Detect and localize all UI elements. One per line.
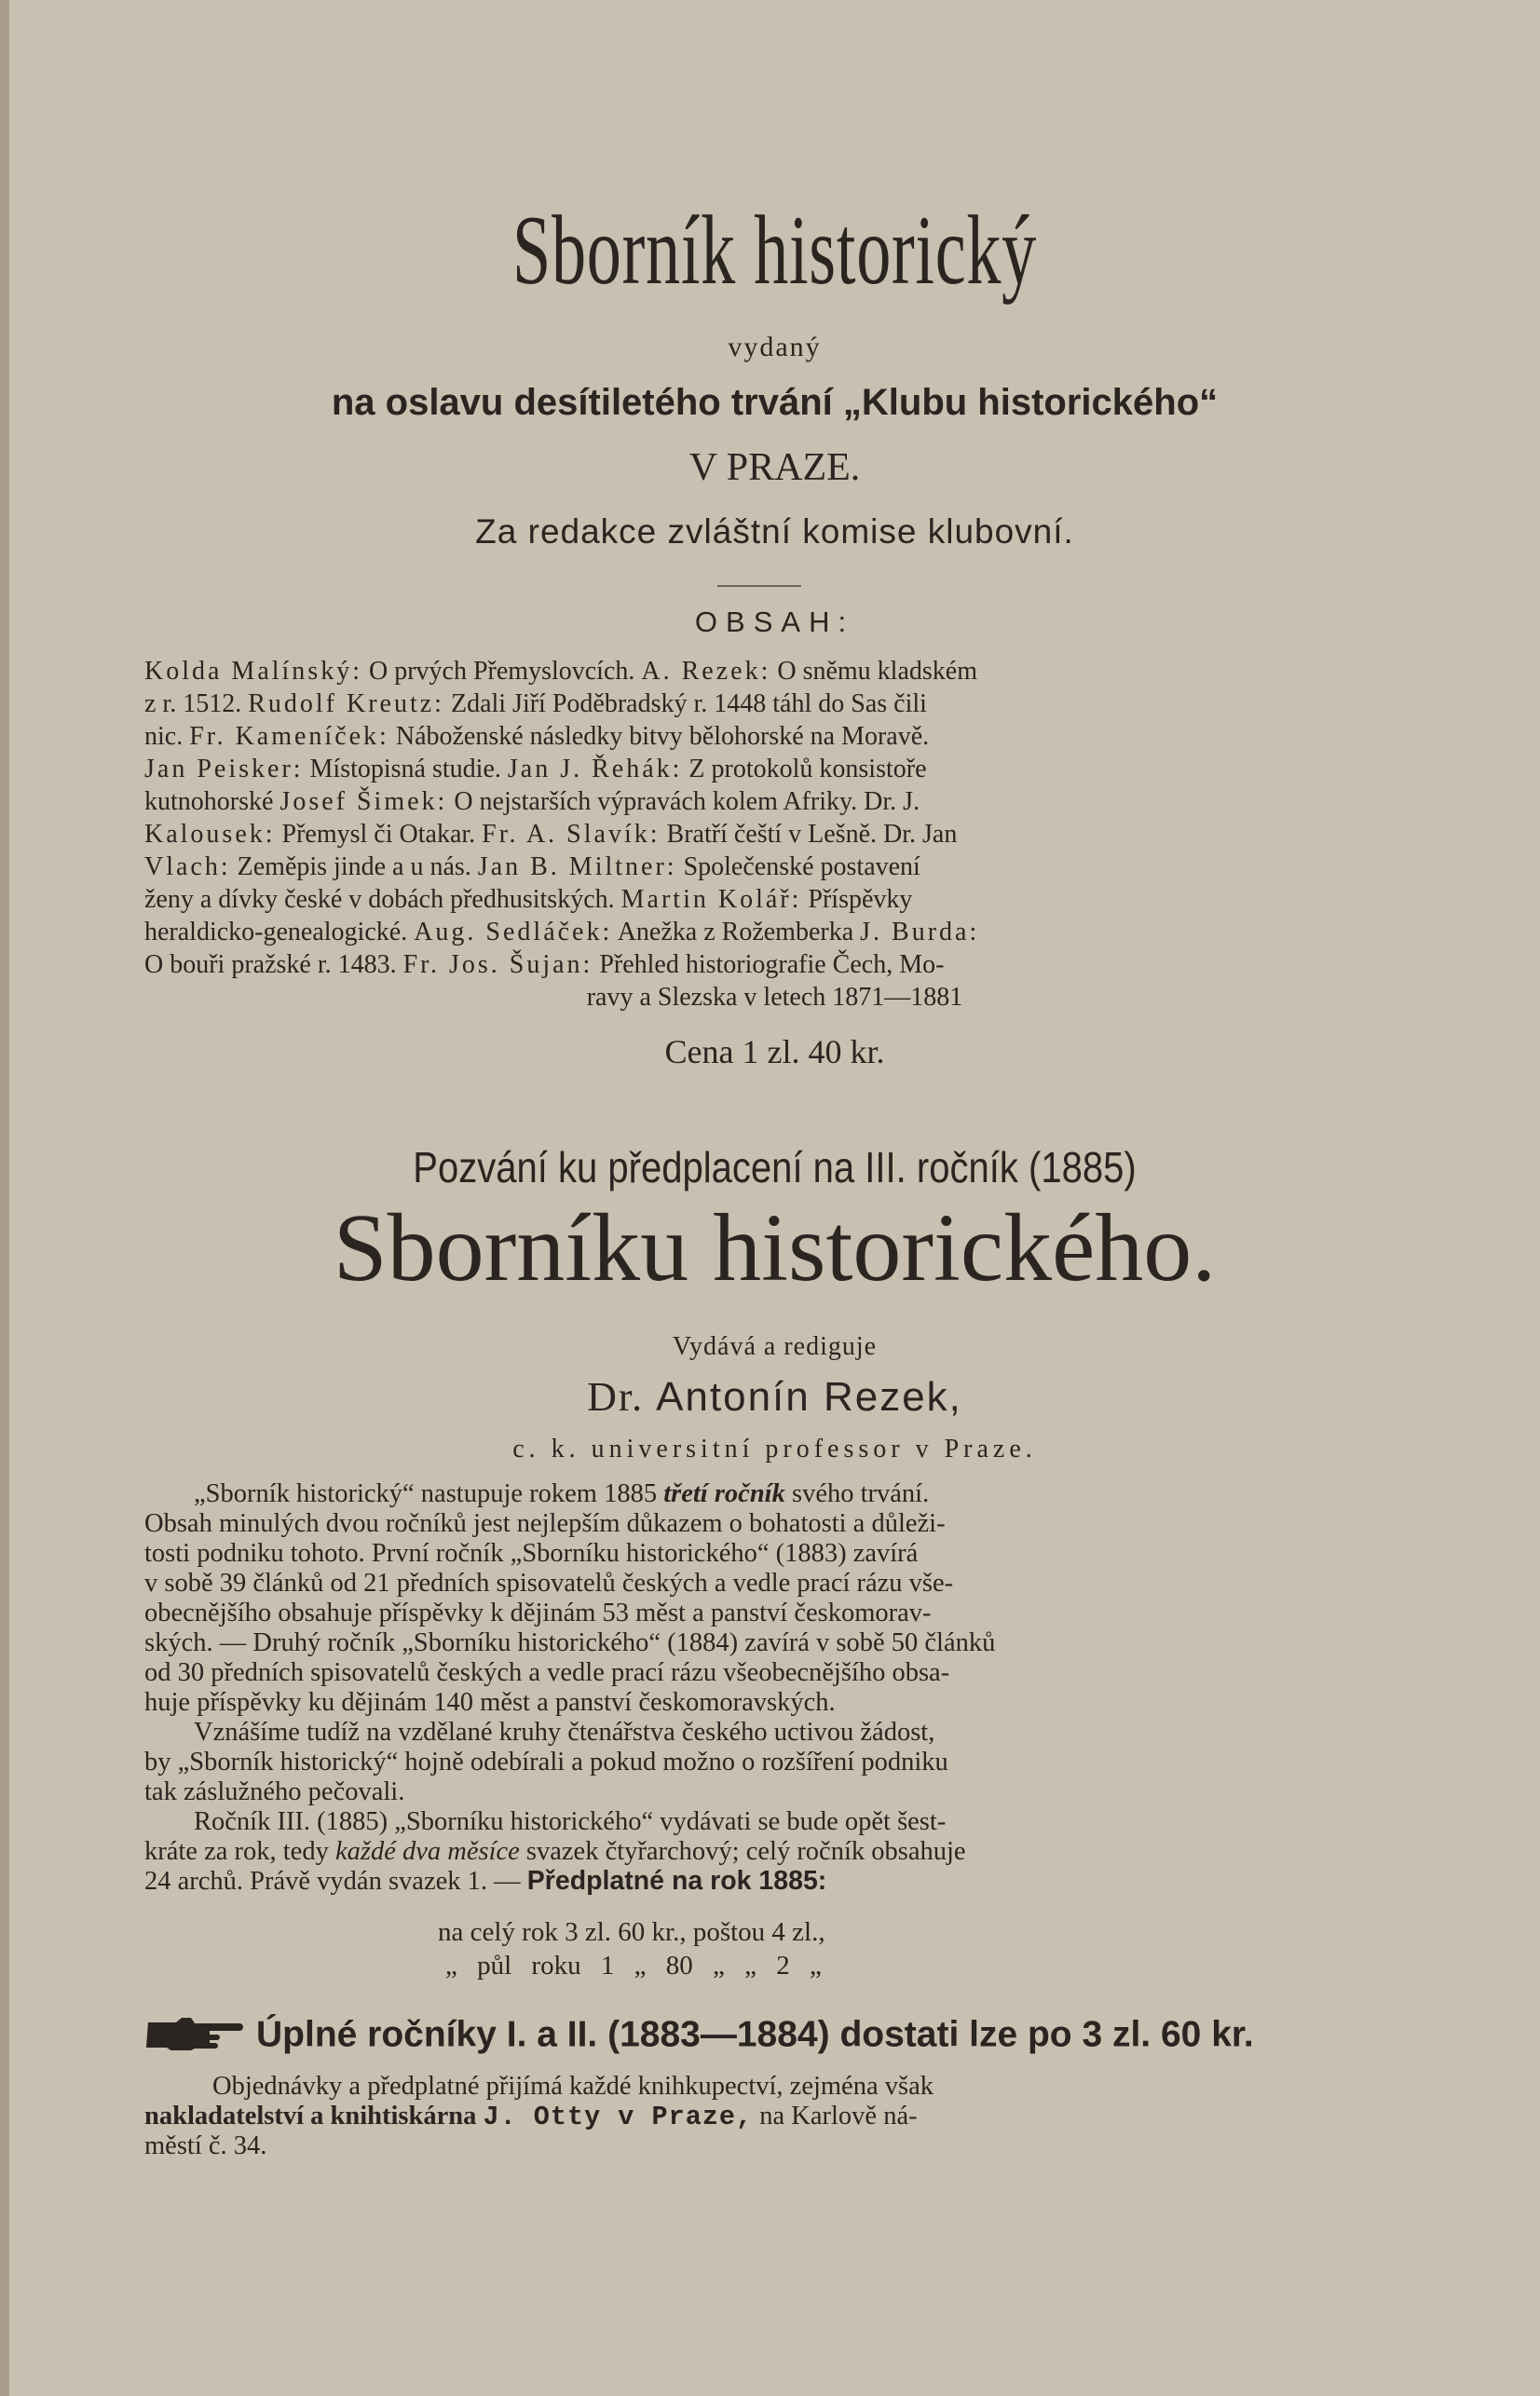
body-line: „Sborník historický“ nastupuje rokem 1885 třetí ročník svého trvání. [194, 1479, 930, 1508]
contents-line: z r. 1512. Rudolf Kreutz: Zdali Jiří Poděbradský r. 1448 táhl do Sas čili [144, 689, 927, 718]
body-line: Ročník III. (1885) „Sborníku historického“ vydávati se bude opět šest- [194, 1807, 947, 1836]
price-line: Cena 1 zl. 40 kr. [664, 1033, 885, 1070]
body-line: Obsah minulých dvou ročníků jest nejlepším důkazem o bohatosti a důleži- [144, 1509, 946, 1538]
body-line: tak záslužného pečovali. [144, 1777, 405, 1806]
contents-heading: OBSAH: [694, 606, 855, 638]
orders-line: Objednávky a předplatné přijímá každé knihkupectví, zejména však [212, 2072, 934, 2101]
editor-label: Vydává a rediguje [672, 1332, 878, 1361]
orders-line: městí č. 34. [144, 2131, 267, 2160]
body-line: v sobě 39 článků od 21 předních spisovatelů českých a vedle prací rázu vše- [144, 1569, 954, 1598]
contents-line: Vlach: Zeměpis jinde a u nás. Jan B. Miltner: Společenské postavení [144, 852, 920, 881]
contents-line: heraldicko-genealogické. Aug. Sedláček: Anežka z Rožemberka J. Burda: [144, 918, 980, 946]
invitation-title: Sborníku historického. [333, 1194, 1217, 1301]
body-line: tosti podniku tohoto. První ročník „Sborníku historického“ (1883) zavírá [144, 1539, 919, 1568]
occasion-line: na oslavu desítiletého trvání „Klubu historického“ [331, 382, 1219, 423]
body-line: huje příspěvky ku dějinám 140 měst a panství českomoravských. [144, 1688, 836, 1717]
body-line: by „Sborník historický“ hojně odebírali a pokud možno o rozšíření podniku [144, 1748, 948, 1777]
contents-line: O bouři pražské r. 1483. Fr. Jos. Šujan: Přehled historiografie Čech, Mo- [144, 950, 945, 979]
body-line: 24 archů. Právě vydán svazek 1. — Předplatné na rok 1885: [144, 1866, 827, 1896]
contents-line: kutnohorské Josef Šimek: O nejstarších výpravách kolem Afriky. Dr. J. [144, 787, 920, 816]
body-line: kráte za rok, tedy každé dva měsíce svazek čtyřarchový; celý ročník obsahuje [144, 1837, 966, 1866]
contents-line: Jan Peisker: Místopisná studie. Jan J. Řehák: Z protokolů konsistoře [144, 755, 927, 783]
price-half-year: „ půl roku 1 „ 80 „ „ 2 „ [445, 1951, 822, 1981]
body-line: od 30 předních spisovatelů českých a vedle prací rázu všeobecnějšího obsa- [144, 1658, 950, 1687]
price-full-year: na celý rok 3 zl. 60 kr., poštou 4 zl., [438, 1917, 825, 1947]
editor-name: Dr. Antonín Rezek, [587, 1374, 962, 1420]
main-title: Sborník historický [512, 196, 1037, 305]
contents-line: ravy a Slezska v letech 1871—1881 [586, 983, 963, 1012]
editorial-line: Za redakce zvláštní komise klubovní. [475, 512, 1074, 551]
body-line: ských. — Druhý ročník „Sborníku historického“ (1884) zavírá v sobě 50 článků [144, 1628, 996, 1657]
contents-line: Kolda Malínský: O prvých Přemyslovcích. A. Rezek: O sněmu kladském [144, 657, 977, 686]
contents-line: Kalousek: Přemysl či Otakar. Fr. A. Slavík: Bratří čeští v Lešně. Dr. Jan [144, 820, 958, 849]
body-line: obecnějšího obsahuje příspěvky k dějinám 53 měst a panství českomorav- [144, 1599, 932, 1627]
published-label: vydaný [728, 332, 822, 362]
orders-line: nakladatelství a knihtiskárna J. Otty v Praze, na Karlově ná- [144, 2102, 918, 2132]
contents-line: ženy a dívky české v dobách předhusitských. Martin Kolář: Příspěvky [144, 885, 913, 914]
divider [717, 585, 801, 587]
invitation-heading: Pozvání ku předplacení na III. ročník (1885) [413, 1143, 1137, 1191]
place-line: V PRAZE. [688, 446, 861, 489]
contents-line: nic. Fr. Kameníček: Náboženské následky bitvy bělohorské na Moravě. [144, 722, 930, 751]
body-line: Vznášíme tudíž na vzdělané kruhy čtenářstva českého uctivou žádost, [194, 1718, 935, 1747]
complete-volumes-line: Úplné ročníky I. a II. (1883—1884) dostati lze po 3 zl. 60 kr. [144, 2013, 1307, 2060]
pointing-hand-icon [144, 2013, 247, 2060]
editor-title: c. k. universitní professor v Praze. [512, 1435, 1037, 1463]
